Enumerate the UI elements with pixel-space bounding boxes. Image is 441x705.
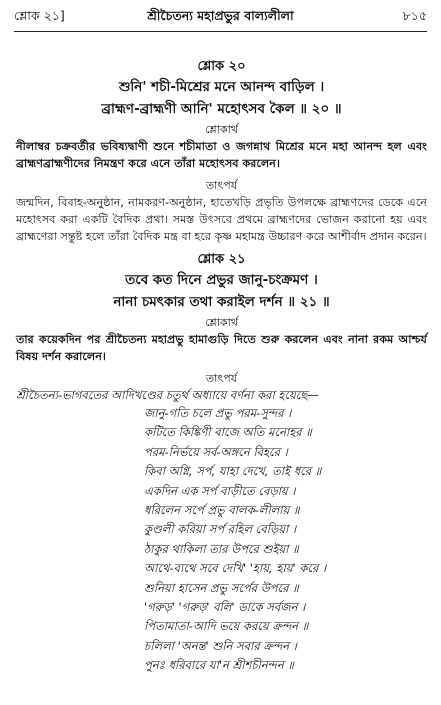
poem-line: পরম-নির্ভয়ে সর্ব-অঙ্গনে বিহরে ।	[144, 444, 288, 459]
verse-20-purport: জন্মদিন, বিবাহ-অনুষ্ঠান, নামকরণ-অনুষ্ঠান, হাতেখড়ি প্রভৃতি উপলক্ষে ব্রাহ্মণদের ডেকে এনে মহোৎসব করা একটি বৈদিক প্রথা। সমস্ত উৎসবে প্রথমে ব্রাহ্মণদের ভোজন করানো হয় এবং ব্রাহ্মণেরা সন্তুষ্ট হলে তাঁরা বৈদিক মন্ত্র বা হরে কৃষ্ণ মহামন্ত্র উচ্চারণ করে আশীর্বাদ প্রদান করেন।	[16, 196, 427, 243]
poem-line: কটিতে কিঙ্কিণী বাজে অতি মনোহর ॥	[144, 425, 312, 440]
poem-line: একদিন এক সর্প বাড়ীতে বেড়ায় ।	[144, 483, 296, 498]
verse-21-purport-intro: শ্রীচৈতন্য-ভাগবতের আদিখণ্ডের চতুর্থ অধ্যায়ে বর্ণনা করা হয়েছে—	[16, 388, 319, 402]
verse-21-line-1: তবে কত দিনে প্রভুর জানু-চংক্রমণ ।	[125, 272, 318, 288]
poem-line: কিবা অগ্নি, সর্প, যাহা দেখে, তাই ধরে ॥	[144, 464, 322, 479]
verse-20-purport-heading: তাৎপর্য	[205, 179, 238, 192]
page-header	[14, 8, 427, 30]
verse-21-line-2: নানা চমৎকার তথা করাইল দর্শন ॥ ২১ ॥	[113, 294, 330, 310]
verse-21-translation: তার কয়েকদিন পর শ্রীচৈতন্য মহাপ্রভু হামাগুড়ি দিতে শুরু করলেন এবং নানা রকম আশ্চর্য বিষয় দর্শন করালেন।	[16, 333, 427, 363]
verse-21-translation-heading: শ্লোকার্থ	[205, 316, 238, 329]
verse-21-purport-heading: তাৎপর্য	[205, 372, 238, 385]
poem-line: ঠাকুর থাকিলা তার উপরে শুইয়া ॥	[144, 541, 299, 556]
verse-21-heading: শ্লোক ২১	[197, 252, 246, 267]
header-verse-ref: শ্লোক ২১]	[14, 8, 65, 23]
poem-line: জানু-গতি চলে প্রভু পরম-সুন্দর ।	[144, 406, 292, 420]
header-chapter-title: শ্রীচৈতন্য মহাপ্রভুর বাল্যলীলা	[147, 8, 294, 23]
verse-20-translation-heading: শ্লোকার্থ	[205, 123, 238, 136]
header-rule	[14, 31, 427, 32]
poem-line: পুনঃ ধরিবারে যা'ন শ্রীশচীনন্দন ॥	[144, 658, 294, 673]
poem-line: কুণ্ডলী করিয়া সর্প রহিল বেড়িয়া ।	[144, 522, 297, 537]
poem-line: আথে-ব্যথে সবে দেখি' 'হায়, হায়' করে ।	[144, 561, 327, 576]
verse-20-line-2: ব্রাহ্মণ-ব্রাহ্মণী আনি' মহোৎসব কৈল ॥ ২০ ॥	[101, 101, 342, 117]
header-page-number: ৮১৫	[402, 8, 427, 23]
quoted-poem	[144, 404, 427, 676]
poem-line: ধরিলেন সর্পে প্রভু বালক-লীলায় ॥	[144, 503, 300, 518]
poem-line: 'গরুড়' 'গরুড়' বলি' ডাকে সর্বজন ।	[144, 600, 306, 615]
verse-20-translation: নীলাম্বর চক্রবর্তীর ভবিষ্যদ্বাণী শুনে শচীমাতা ও জগন্নাথ মিশ্রের মনে মহা আনন্দ হল এবং ব্রাহ্মণব্রাহ্মণীদের নিমন্ত্রণ করে এনে তাঁরা মহোৎসব করলেন।	[16, 140, 427, 170]
page-body	[16, 58, 427, 676]
poem-line: চলিলা 'অনন্ত' শুনি সবার ক্রন্দন ।	[144, 638, 297, 653]
poem-line: পিতামাতা-আদি ভয়ে করয়ে ক্রন্দন ॥	[144, 619, 309, 634]
poem-line: শুনিয়া হাসেন প্রভু সর্পের উপরে ॥	[144, 580, 299, 595]
verse-20-heading: শ্লোক ২০	[197, 59, 246, 74]
verse-20-line-1: শুনি' শচী-মিশ্রের মনে আনন্দ বাড়িল ।	[118, 79, 325, 95]
